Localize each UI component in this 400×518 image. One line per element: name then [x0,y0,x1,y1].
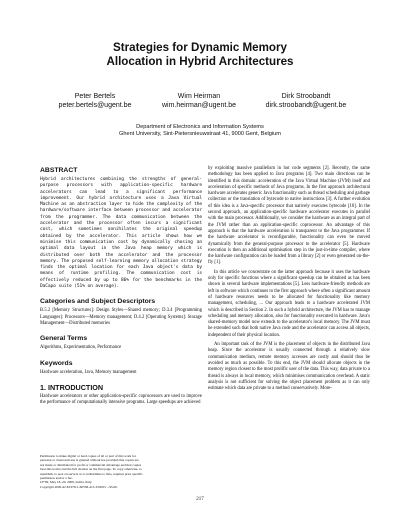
paper-title [40,41,360,69]
permission-notice [40,454,202,489]
left-column [40,166,202,409]
author-1 [40,92,150,110]
author-email[interactable]: wim.heirman@ugent.be [161,102,237,109]
body-paragraph-2: In this article we concentrate on the latter approach because it uses the hardware only for specific functions where a significant speedup can be obtained as has been shown in several hardware implementations [5]. Less hardware-friendly methods are left in software which continues to the first approach where often a significant amount of hardware resources needs to be allocated for functionality like memory management, scheduling, ... Our approach leads to a hardware accelerated JVM which is described in Section 2. In such a hybrid architecture, the JVM has to manage scheduling and memory allocation, also for functionality executed in hardware. Java's shared-memory model now extends to the accelerator's local memory. The JVM must be extended such that both native Java code and the accelerator can access all objects, independent of their physical location. [208,269,370,338]
keywords-text: Hardware acceleration, Java, Memory management [40,369,137,375]
affiliation-line-2: Ghent University, Sint-Pietersnieuwstraat 41, 9000 Gent, Belgium [119,131,281,137]
affiliation-line-1: Department of Electronics and Information Systems [136,124,264,130]
abstract-text: Hybrid architectures combining the strengths of general-purpose processors with application-specific hardware accelerators can lead to a significant performance improvement. Our hybrid architecture uses a Java Virtual Machine as an abstraction layer to hide the complexity of the hardware/software interface between processor and accelerator from the programmer. The data communication between the accelerator and the processor often incurs a significant cost, which sometimes annihilates the original speedup obtained by the accelerator. This article shows how we minimise this communication cost by dynamically chosing an optimal data layout in the Java heap memory which is distributed over both the accelerator and the processor memory. The proposed self-learning memory allocation strategy finds the optimal location for each Java object's data by means of runtime profiling. The communication cost is effectively reduced by up to 86% for the benchmarks in the DaCapo suite (51% on average). [40,177,202,290]
abstract-heading: ABSTRACT [40,167,78,174]
permission-line: CF'09, May 18–20, 2009, Ischia, Italy. [40,480,93,485]
permission-line: not made or distributed for profit or commercial advantage and that copies [40,462,142,467]
body-paragraph-3: An important task of the JVM is the placement of objects in the distributed Java heap. Since the accelerator is usually connected through a relatively slow communication medium, remote memory accesses are costly and should thus be avoided as much as possible. To this end, the JVM should allocate objects in the memory region closest to the most prolific user of the data. This way, data private to a thread is always in local memory, which minimises communication overhead. A static analysis is not sufficient for solving the object placement problem as it can only estimate which data are private to a method conservatively. More- [208,342,370,392]
general-terms-heading: General Terms [40,335,88,343]
categories-text: B.5.2 [Memory Structures]: Design Styles—Shared memory; D.3.4 [Programming Languages]: Processors—Memory management; D.4.2 [Operating Systems]: Storage Management—Distributed memories [40,308,202,326]
right-column [208,166,370,395]
author-3 [250,92,362,110]
title-line-1: Strategies for Dynamic Memory [113,41,287,54]
permission-line: Permission to make digital or hard copies of all or part of this work for [40,454,137,458]
author-email[interactable]: dirk.stroobandt@ugent.be [265,102,347,109]
keywords-heading: Keywords [40,359,73,367]
general-terms-text: Algorithms, Experimentation, Performance [40,345,122,351]
permission-line: personal or classroom use is granted without fee provided that copies are [40,458,139,463]
affiliation [40,124,360,138]
body-paragraph-1: by exploiting massive parallelism in hot code segments [2]. Recently, the same methodology has been applied to Java programs [4]. Two main directions can be identified in this domain: acceleration of the Java Virtual Machine (JVM) itself and acceleration of specific methods of Java programs. In the first approach architectural hardware accelerates generic Java functionality such as thread scheduling and garbage collection or the translation of bytecode to native instructions [3]. A further evolution of this idea is a Java-specific processor that natively executes bytecode [10]. In the second approach, an application-specific hardware accelerator executes in parallel with the main processor. Additionally, we consider the hardware as an integral part of the JVM rather than an application-specific coprocessor. An advantage of this approach is that the hardware acceleration is transparent to the Java programmer. If the hardware accelerator is reconfigurable, functionality can even be moved dynamically from the general-purpose processor to the accelerator [5]. Hardware execution is then an additional optimisation step in the just-in-time compiler, where the hardware configuration can be loaded from a library [2] or even generated on-the-fly [1]. [208,166,370,266]
author-2 [144,92,254,110]
categories-heading: Categories and Subject Descriptors [40,298,156,306]
introduction-text: Hardware accelerators or other application-specific coprocessors are used to improve the performance of computationally intensive programs. Large speedups are achieved [40,393,202,406]
title-line-2: Allocation in Hybrid Architectures [106,55,294,68]
author-email[interactable]: peter.bertels@ugent.be [58,102,132,109]
permission-line: Copyright 2009 ACM 978-1-60558-413-3/09/05 ...$5.00. [40,484,118,489]
permission-line: permission and/or a fee. [40,476,73,481]
introduction-heading: 1. INTRODUCTION [40,382,104,392]
author-name: Peter Bertels [74,93,116,100]
permission-line: bear this notice and the full citation on the first page. To copy otherwise, to [40,467,142,472]
author-name: Dirk Stroobandt [281,93,331,100]
author-name: Wim Heirman [177,93,221,100]
page-number: 217 [196,497,204,502]
permission-line: republish, to post on servers or to redistribute to lists, requires prior specific [40,471,143,476]
